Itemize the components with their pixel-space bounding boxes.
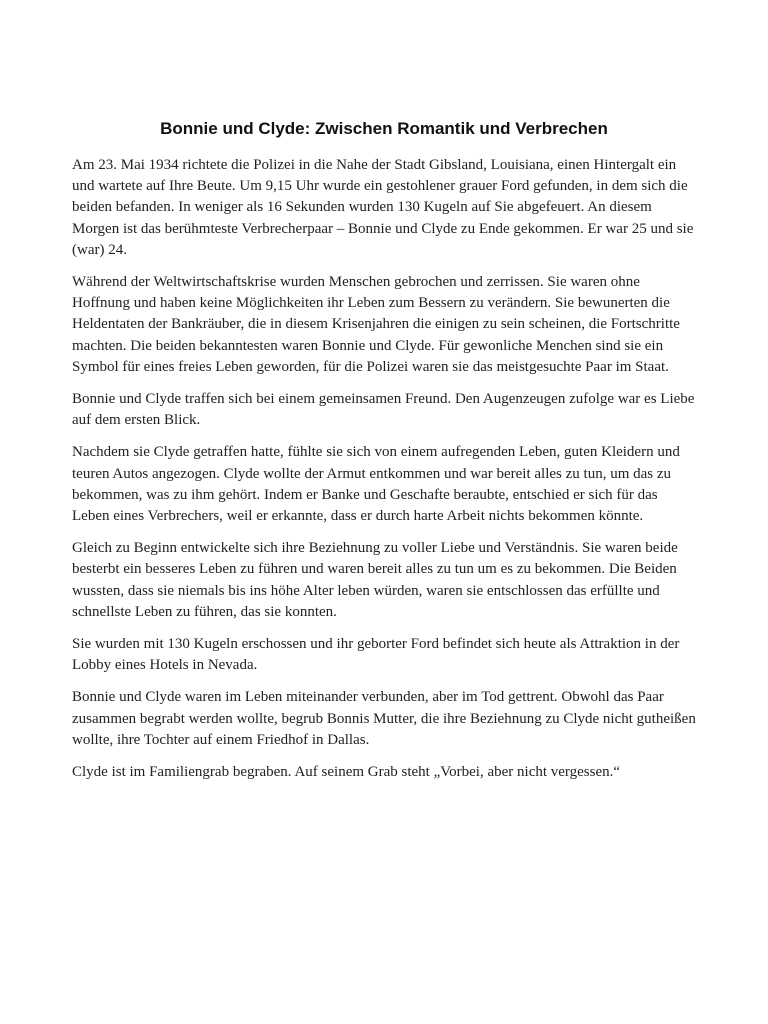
paragraph: Bonnie und Clyde waren im Leben miteinander verbunden, aber im Tod gettrent. Obwohl das Paar zusammen begrabt werden wollte, begrub Bonnis Mutter, die ihre Beziehnung zu Clyde nicht gutheißen wollte, ihre Tochter auf einem Friedhof in Dallas. — [72, 689, 696, 748]
paragraph: Bonnie und Clyde traffen sich bei einem gemeinsamen Freund. Den Augenzeugen zufolge war es Liebe auf dem ersten Blick. — [72, 391, 695, 429]
paragraph: Am 23. Mai 1934 richtete die Polizei in die Nahe der Stadt Gibsland, Louisiana, einen Hintergalt ein und wartete auf Ihre Beute. Um 9,15 Uhr wurde ein gestohlener grauer Ford gefunden, in dem sich die beiden befanden. In weniger als 16 Sekunden wurden 130 Kugeln auf Sie abgefeuert. An diesem Morgen ist das berühmteste Verbrecherpaar – Bonnie und Clyde zu Ende gekommen. Er war 25 und sie (war) 24. — [72, 157, 694, 258]
paragraph: Während der Weltwirtschaftskrise wurden Menschen gebrochen und zerrissen. Sie waren ohne Hoffnung und haben keine Möglichkeiten ihr Leben zum Bessern zu verändern. Sie bewunerten die Heldentaten der Bankräuber, die in diesem Krisenjahren die einigen zu sein scheinen, die Fortschritte machten. Die beiden bekanntesten waren Bonnie und Clyde. Für gewonliche Menchen sind sie ein Symbol für eines freies Leben geworden, für die Polizei waren sie das meistgesuchte Paar im Staat. — [72, 274, 680, 375]
paragraph: Nachdem sie Clyde getraffen hatte, fühlte sie sich von einem aufregenden Leben, guten Kleidern und teuren Autos angezogen. Clyde wollte der Armut entkommen und war bereit alles zu tun, um das zu bekommen, was zu ihm gehört. Indem er Banke und Geschafte beraubte, entschied er sich für das Leben eines Verbrechers, weil er erkannte, dass er durch harte Arbeit nichts bekommen könnte. — [72, 444, 680, 525]
paragraph: Sie wurden mit 130 Kugeln erschossen und ihr geborter Ford befindet sich heute als Attraktion in der Lobby eines Hotels in Nevada. — [72, 636, 680, 674]
document-body — [72, 155, 698, 794]
document-title: Bonnie und Clyde: Zwischen Romantik und Verbrechen — [160, 119, 608, 138]
paragraph: Clyde ist im Familiengrab begraben. Auf seinem Grab steht „Vorbei, aber nicht vergessen.“ — [72, 764, 621, 781]
paragraph: Gleich zu Beginn entwickelte sich ihre Beziehnung zu voller Liebe und Verständnis. Sie waren beide besterbt ein besseres Leben zu führen und waren bereit alles zu tun um es zu bekommen. Die Beiden wussten, dass sie niemals bis ins höhe Alter leben würden, waren sie entschlossen das erfüllte und schnellste Leben zu führen, das sie konnten. — [72, 540, 678, 620]
